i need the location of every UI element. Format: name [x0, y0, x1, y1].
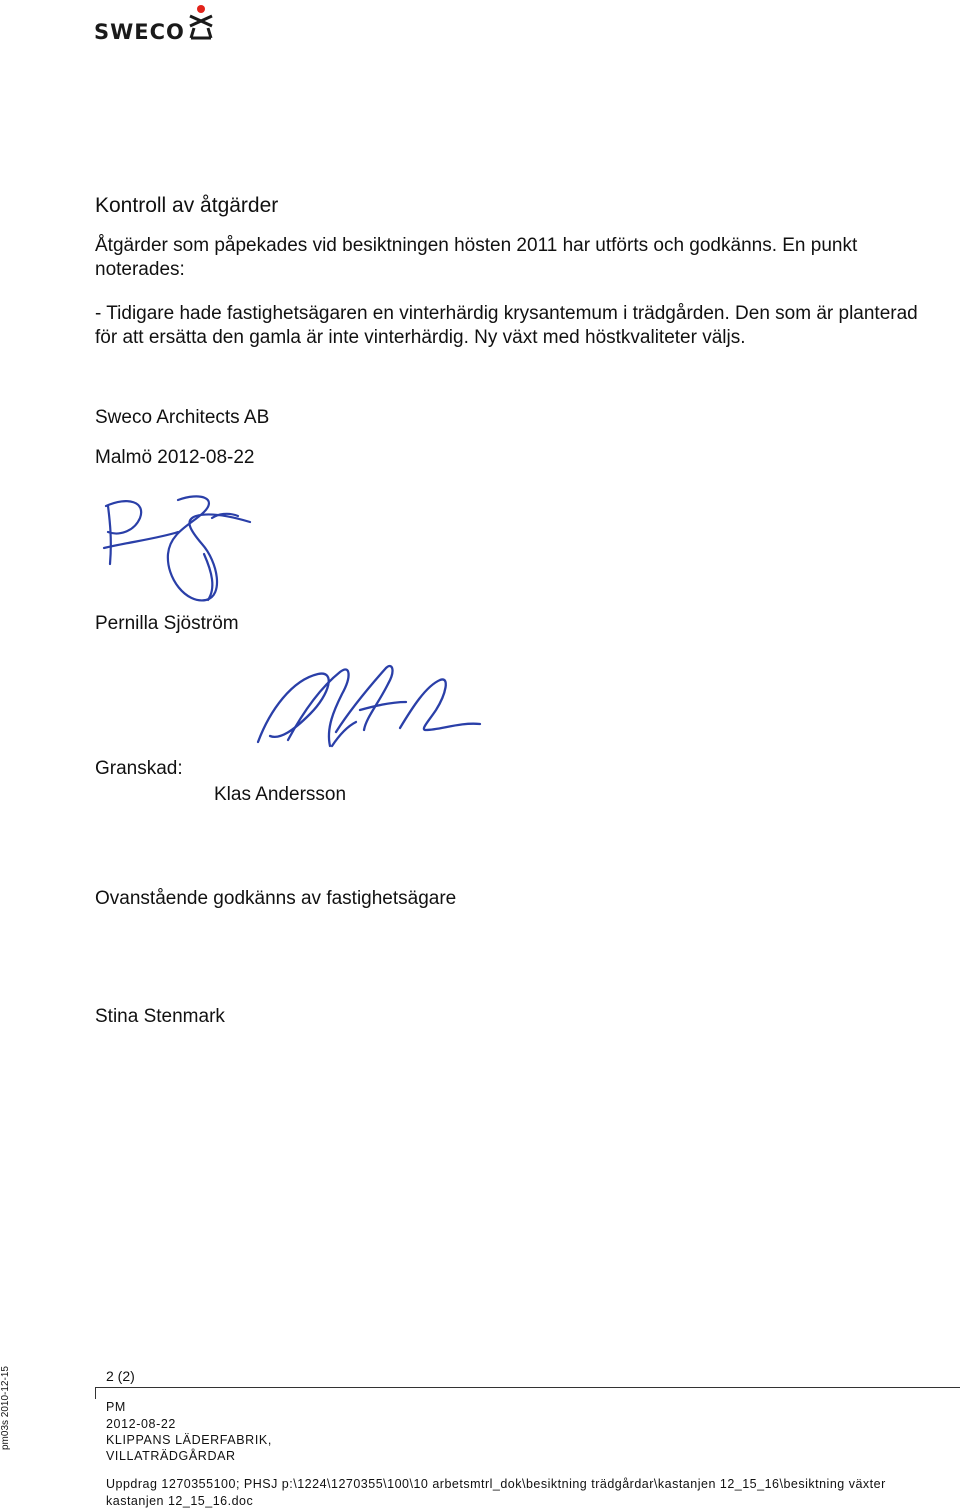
project-line-1: KLIPPANS LÄDERFABRIK,	[106, 1433, 272, 1447]
page-number: 2 (2)	[106, 1368, 135, 1384]
paragraph-note: - Tidigare hade fastighetsägaren en vinterhärdig krysantemum i trädgården. Den som är planterad för att ersätta den gamla är inte vinterhärdig. Ny växt med höstkvaliteter väljs.	[95, 303, 918, 348]
reviewer-name: Klas Andersson	[214, 784, 347, 805]
sweco-logo	[94, 4, 218, 44]
doc-type: PM	[106, 1400, 126, 1414]
doc-date: 2012-08-22	[106, 1417, 176, 1431]
logo-figure-icon	[188, 4, 214, 42]
section-heading: Kontroll av åtgärder	[95, 194, 279, 217]
paragraph-actions: Åtgärder som påpekades vid besiktningen hösten 2011 har utförts och godkänns. En punkt noterades:	[95, 235, 858, 280]
approval-text: Ovanstående godkänns av fastighetsägare	[95, 888, 457, 909]
place-date: Malmö 2012-08-22	[95, 447, 255, 468]
template-label: pm03s 2010-12-15	[0, 1366, 11, 1450]
signature-klas	[240, 650, 500, 760]
reviewed-label: Granskad:	[95, 758, 183, 779]
signer-name: Pernilla Sjöström	[95, 613, 239, 634]
project-line-2: VILLATRÄDGÅRDAR	[106, 1449, 236, 1463]
footer-divider-vertical	[95, 1387, 96, 1399]
signature-pernilla	[100, 492, 260, 607]
logo-text: SWECO	[94, 20, 185, 44]
file-path: Uppdrag 1270355100; PHSJ p:\1224\1270355\100\10 arbetsmtrl_dok\besiktning trädgårdar\kastanjen 12_15_16\besiktning växter kastanjen 12_15_16.doc	[106, 1477, 886, 1508]
owner-name: Stina Stenmark	[95, 1006, 225, 1027]
footer-divider	[95, 1387, 960, 1388]
company-name: Sweco Architects AB	[95, 407, 270, 428]
